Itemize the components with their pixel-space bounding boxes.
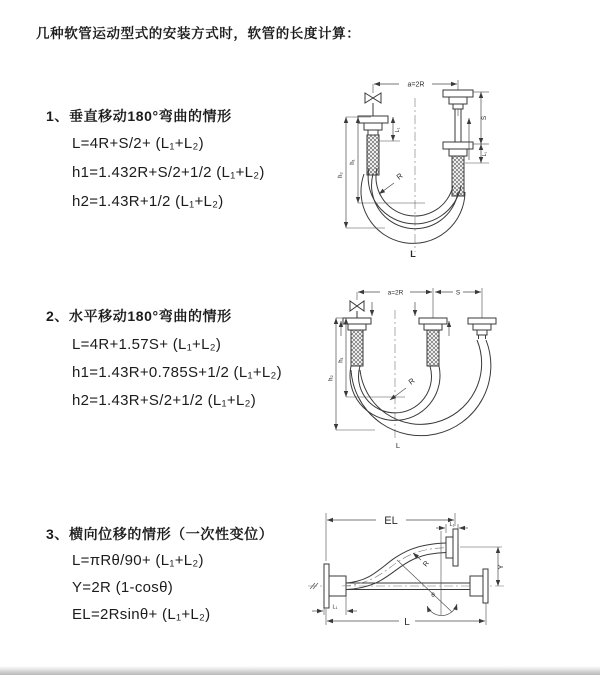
dim-label-h1: h₁: [350, 159, 356, 165]
dim-l: [326, 603, 486, 628]
left-fitting: [343, 318, 371, 366]
dim-label-y: Y: [496, 564, 505, 570]
upper-right-flange: [446, 529, 458, 566]
dim-a2r: [357, 288, 482, 318]
radius-leader: [413, 553, 431, 568]
dim-label-l: L: [404, 617, 410, 628]
section-2-formula-L: L=4R+1.57S+ (L₁+L₂): [72, 336, 222, 353]
dim-label-s: S: [455, 289, 461, 297]
diagram-horizontal-180-bend: [310, 280, 600, 465]
section-1-formula-h1: h1=1.432R+S/2+1/2 (L₁+L₂): [72, 164, 265, 181]
dim-label-h2: h₂: [328, 375, 335, 381]
angle-label: θ: [431, 592, 435, 599]
section-1-formula-h2: h2=1.43R+1/2 (L₁+L₂): [72, 193, 224, 210]
radius-label: R: [422, 559, 431, 569]
dim-label-h2: h₂: [338, 172, 344, 178]
dim-s: [435, 290, 481, 297]
section-3-heading: 3、横向位移的情形（一次性变位）: [46, 526, 274, 542]
dim-h1: [336, 318, 405, 397]
dim-el: [326, 513, 455, 561]
length-label: L: [410, 249, 416, 259]
section-1-heading: 1、垂直移动180°弯曲的情形: [46, 108, 232, 124]
dim-s: [473, 92, 489, 144]
radius-label: R: [406, 376, 417, 387]
dim-l1-right: [465, 118, 489, 163]
left-fitting: [358, 116, 388, 175]
section-3-formula-EL: EL=2Rsinθ+ (L₁+L₂): [72, 606, 211, 623]
dim-label-l1-left: L₁: [332, 604, 338, 611]
dim-a2r: [373, 80, 458, 116]
radius-label: R: [394, 171, 405, 182]
dim-label-h1: h₁: [338, 357, 345, 363]
dim-label-l1-top: L₁: [449, 522, 455, 528]
dim-label-l1-right: L₁: [482, 151, 488, 157]
dim-h1: [346, 117, 425, 203]
section-3-formula-L: L=πRθ/90+ (L₁+L₂): [72, 552, 204, 569]
dim-label-el: EL: [384, 515, 398, 527]
page-title: 几种软管运动型式的安装方式时，软管的长度计算：: [36, 26, 361, 41]
dim-label-a2r: a=2R: [407, 81, 425, 89]
valve-icon: [365, 93, 381, 116]
hose-u-bends: [350, 340, 491, 436]
section-1-formula-L: L=4R+S/2+ (L₁+L₂): [72, 135, 204, 152]
length-label: L: [395, 441, 401, 450]
scan-edge-shadow: [0, 666, 600, 675]
section-2-formula-h1: h1=1.43R+0.785S+1/2 (L₁+L₂): [72, 364, 282, 381]
valve-icon: [350, 301, 364, 318]
section-2-heading: 2、水平移动180°弯曲的情形: [46, 308, 232, 324]
middle-fitting: [419, 318, 447, 366]
radius-leader: [379, 171, 405, 194]
hose-u-bends: [361, 168, 465, 243]
dim-label-a2r: a=2R: [387, 289, 404, 297]
dim-label-s: S: [481, 115, 488, 121]
right-lower-flange: [470, 569, 488, 603]
section-3-formula-Y: Y=2R (1-cosθ): [72, 579, 174, 596]
dim-label-l1-left: L₁: [395, 127, 401, 133]
right-fitting: [468, 318, 496, 339]
diagram-vertical-180-bend: [313, 70, 598, 265]
radius-leader: [390, 376, 417, 400]
right-fitting: [443, 90, 473, 196]
diagram-lateral-displacement: [300, 503, 600, 658]
dim-l1-left: [312, 596, 357, 615]
section-2-formula-h2: h2=1.43R+S/2+1/2 (L₁+L₂): [72, 392, 257, 409]
